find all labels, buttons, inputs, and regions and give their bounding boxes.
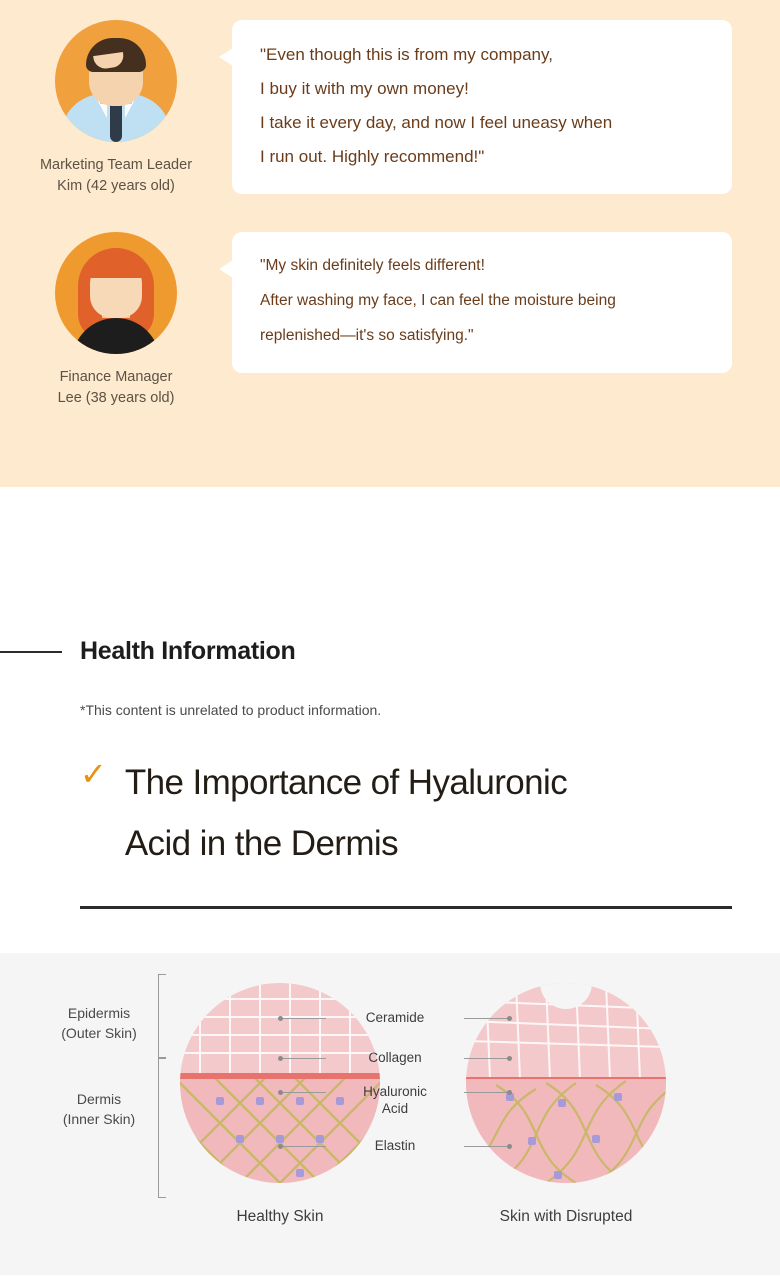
bracket-epidermis — [158, 974, 166, 1058]
layer-label-epidermis-line1: Epidermis — [67, 1005, 131, 1021]
callout-ceramide-label: Ceramide — [365, 1010, 425, 1025]
callout-hyaluronic-acid-line1: Hyaluronic — [363, 1084, 427, 1099]
callout-ceramide — [330, 1009, 460, 1026]
headline-line2: Acid in the Dermis — [124, 824, 398, 863]
callout-hyaluronic-acid — [330, 1083, 460, 1117]
female-avatar — [55, 232, 177, 354]
callout-collagen — [330, 1049, 460, 1066]
check-icon: ✓ — [80, 756, 107, 792]
caption-disrupted-skin: Skin with Disrupted — [499, 1208, 633, 1225]
testimonial-2 — [0, 197, 780, 409]
testimonial-1-person — [0, 20, 232, 197]
headline-block — [80, 752, 780, 874]
testimonial-2-quote — [232, 232, 732, 373]
callout-collagen-label: Collagen — [368, 1050, 422, 1065]
layer-label-dermis-line1: Dermis — [76, 1091, 122, 1107]
testimonial-2-quote-line1: "My skin definitely feels different! — [260, 257, 485, 274]
testimonials-section — [0, 0, 780, 487]
headline — [125, 752, 567, 874]
male-avatar — [55, 20, 177, 142]
testimonial-2-name-line1: Finance Manager — [59, 369, 173, 385]
dermis-fiber-mesh-right — [466, 1079, 666, 1183]
testimonial-1-quote-line3: I take it every day, and now I feel uneasy when — [260, 113, 613, 132]
bracket-dermis — [158, 1058, 166, 1198]
callout-elastin-label: Elastin — [374, 1138, 416, 1153]
layer-label-dermis-line2: (Inner Skin) — [62, 1111, 136, 1127]
testimonial-1 — [0, 12, 780, 197]
layer-label-epidermis — [44, 1003, 154, 1043]
layer-label-dermis — [44, 1089, 154, 1129]
testimonial-1-name-line2: Kim (42 years old) — [57, 178, 175, 194]
headline-divider — [80, 906, 732, 909]
callout-elastin — [330, 1137, 460, 1154]
headline-line1: The Importance of Hyaluronic — [124, 763, 568, 802]
health-information-section — [0, 487, 780, 1275]
testimonial-1-quote-line1: "Even though this is from my company, — [260, 45, 553, 64]
disclaimer-text: *This content is unrelated to product information. — [80, 702, 382, 718]
testimonial-1-quote — [232, 20, 732, 194]
testimonial-1-name-line1: Marketing Team Leader — [39, 157, 193, 173]
disrupted-skin-illustration — [466, 983, 666, 1183]
layer-label-epidermis-line2: (Outer Skin) — [61, 1025, 137, 1041]
testimonial-2-person — [0, 232, 232, 409]
page-title: Health Information — [80, 637, 296, 665]
testimonial-2-name-line2: Lee (38 years old) — [57, 390, 175, 406]
section-header-rule — [0, 651, 62, 653]
caption-healthy-skin: Healthy Skin — [236, 1208, 324, 1225]
testimonial-1-quote-line2: I buy it with my own money! — [260, 79, 469, 98]
testimonial-2-quote-line2: After washing my face, I can feel the moisture being — [260, 292, 616, 309]
skin-diagram — [0, 953, 780, 1275]
testimonial-2-quote-line3: replenished—it's so satisfying." — [260, 327, 474, 344]
section-header — [0, 637, 780, 666]
testimonial-1-quote-line4: I run out. Highly recommend!" — [260, 147, 485, 166]
testimonial-2-name — [0, 367, 232, 409]
callout-hyaluronic-acid-line2: Acid — [381, 1101, 409, 1116]
testimonial-1-name — [0, 155, 232, 197]
